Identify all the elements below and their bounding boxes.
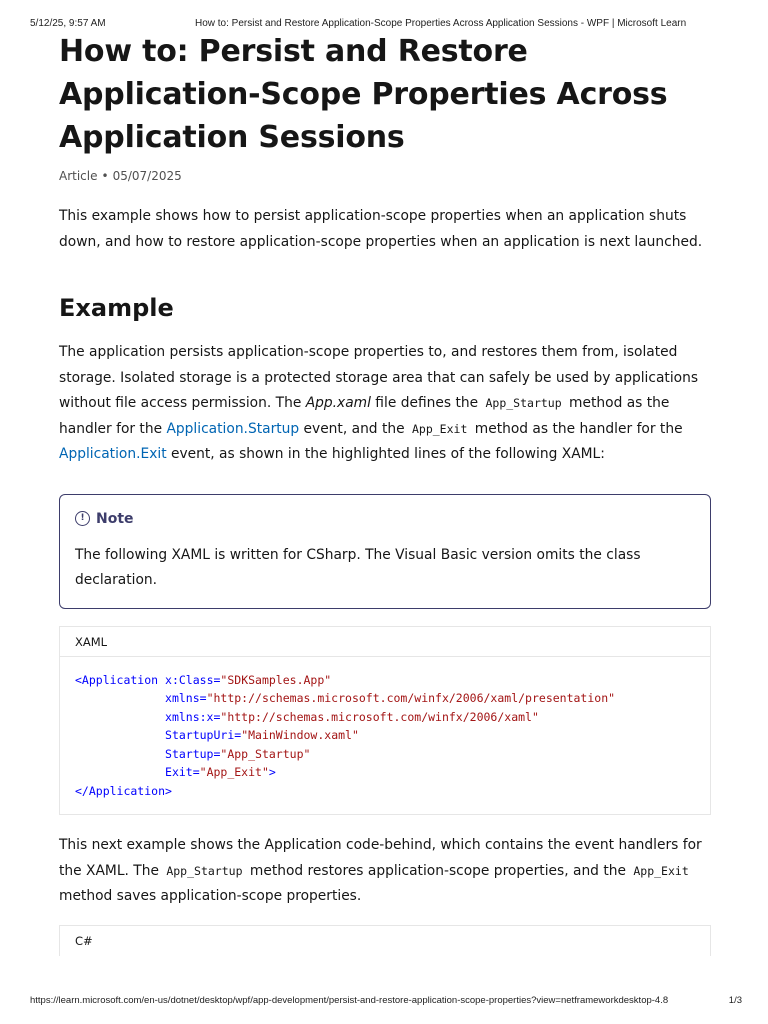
note-text: The following XAML is written for CSharp. The Visual Basic version omits the class declaration. [75,546,641,588]
inline-code-app-startup: App_Startup [485,396,562,410]
xaml-code-block [59,626,711,816]
article-date: 05/07/2025 [112,169,182,183]
xaml-code[interactable]: <Application x:Class="SDKSamples.App" xmlns="http://schemas.microsoft.com/winfx/2006/xaml/presentation" xmlns:x="http://schemas.microsoft.com/winfx/2006/xaml" StartupUri="MainWindow.xaml" Startup="App_Startup" Exit="App_Exit"> </Application> [75,672,616,798]
page-title: How to: Persist and Restore Application-Scope Properties Across Application Sessions [59,34,668,155]
print-document-title: How to: Persist and Restore Application-Scope Properties Across Application Sessions - WPF | Microsoft Learn [195,18,687,29]
example-paragraph: The application persists application-scope properties to, and restores them from, isolated storage. Isolated storage is a protected storage area that can safely be used by applications without file access permission. The App.xaml file defines the App_Startup method as the handler for the Application.Startup event, and the App_Exit method as the handler for the Application.Exit event, as shown in the highlighted lines of the following XAML: [59,344,699,462]
inline-code-app-startup-2: App_Startup [166,863,243,878]
link-application-exit[interactable]: Application.Exit [59,446,167,462]
link-application-startup[interactable]: Application.Startup [166,420,300,437]
note-title: Note [96,510,134,527]
info-icon: ! [75,511,90,526]
article [59,30,711,956]
article-type: Article [59,169,98,183]
example-heading: Example [59,294,174,322]
note-header [75,511,695,527]
code-language-label-csharp: C# [75,933,93,948]
inline-code-app-exit: App_Exit [411,421,468,436]
page-number: 1/3 [728,995,742,1006]
inline-code-app-exit-2: App_Exit [633,863,689,878]
code-behind-paragraph: This next example shows the Application code-behind, which contains the event handlers for the XAML. The App_Startup method restores application-scope properties, and the App_Exit method saves application-scope properties. [59,837,702,904]
code-language-label: XAML [60,627,710,657]
intro-paragraph: This example shows how to persist application-scope properties when an application shuts down, and how to restore application-scope properties when an application is next launched. [59,208,703,250]
appxaml-filename: App.xaml [305,395,371,411]
print-date: 5/12/25, 9:57 AM [30,18,106,29]
article-meta: Article • 05/07/2025 [59,169,182,183]
csharp-code-block [59,925,711,956]
print-url: https://learn.microsoft.com/en-us/dotnet/desktop/wpf/app-development/persist-and-restore-application-scope-properties?view=netframeworkdesktop-4.8 [30,995,669,1006]
note-callout [59,494,711,609]
